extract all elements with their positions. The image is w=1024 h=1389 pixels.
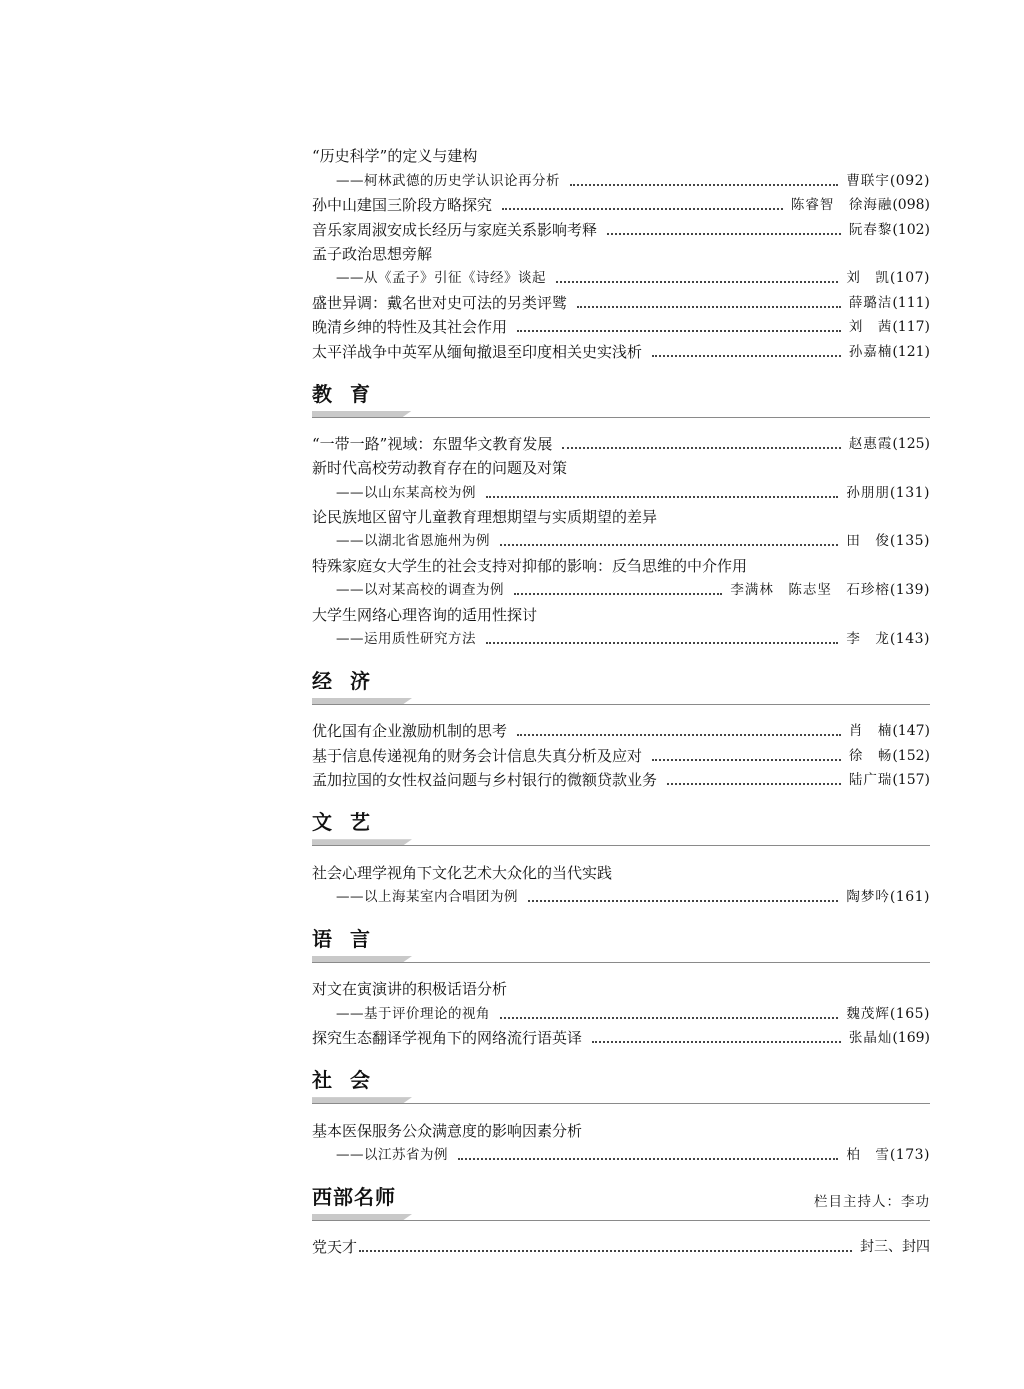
dot-leader xyxy=(517,329,841,332)
dot-leader xyxy=(667,782,841,785)
entry-title: 盛世异调：戴名世对史可法的另类评骘 xyxy=(312,293,568,312)
rule-line xyxy=(312,704,930,705)
toc-entry-subtitle-line xyxy=(312,882,930,906)
entry-author: 徐 畅 xyxy=(848,747,893,764)
rule-line xyxy=(312,962,930,963)
entry-subtitle: ——以对某高校的调查为例 xyxy=(336,582,504,599)
toc-section xyxy=(312,809,930,906)
toc-entry-title-line xyxy=(312,502,930,526)
section-host: 栏目主持人：李功 xyxy=(814,1193,930,1210)
section-rule xyxy=(312,956,930,966)
dot-leader xyxy=(652,758,841,761)
entry-author: 柏 雪 xyxy=(846,1146,890,1163)
toc-entry-title-line xyxy=(312,214,930,238)
entry-page: (092) xyxy=(889,172,930,189)
section-title-text: 社会 xyxy=(312,1068,388,1093)
toc-entry-title-line xyxy=(312,312,930,336)
toc-entry-title-line xyxy=(312,1232,930,1256)
toc-entry-subtitle-line xyxy=(312,263,930,287)
entry-author: 李满林 陈志坚 石珍榕 xyxy=(730,582,890,599)
section-rule xyxy=(312,1214,930,1224)
entry-page: (169) xyxy=(892,1030,930,1047)
toc-entry-subtitle-line xyxy=(312,477,930,501)
dot-leader xyxy=(359,1249,852,1252)
rule-line xyxy=(312,845,930,846)
top-entries xyxy=(312,141,930,361)
entry-title: 孟子政治思想旁解 xyxy=(312,244,433,263)
dot-leader xyxy=(517,733,841,736)
entry-page: (121) xyxy=(892,343,930,360)
toc-entry-subtitle-line xyxy=(312,624,930,648)
entry-author: 孙朋朋 xyxy=(846,484,890,501)
section-title-text: 教育 xyxy=(312,381,388,406)
toc-entry-title-line xyxy=(312,1023,930,1047)
entry-title: 社会心理学视角下文化艺术大众化的当代实践 xyxy=(312,863,613,882)
entry-author: 陆广瑞 xyxy=(848,772,893,789)
entry-author: 肖 楠 xyxy=(848,723,893,740)
entry-page: (107) xyxy=(889,270,930,287)
entry-author: 赵惠霞 xyxy=(848,435,893,452)
section-title xyxy=(312,926,930,952)
entry-page: (147) xyxy=(892,723,930,740)
toc-entry-title-line xyxy=(312,1115,930,1139)
entry-subtitle: ——以上海某室内合唱团为例 xyxy=(336,888,518,905)
toc-entry-title-line xyxy=(312,453,930,477)
dot-leader xyxy=(514,592,722,595)
dot-leader xyxy=(528,899,838,902)
toc-entry-title-line xyxy=(312,857,930,881)
entry-page: (102) xyxy=(892,221,930,238)
entry-subtitle: ——基于评价理论的视角 xyxy=(336,1005,490,1022)
dot-leader xyxy=(486,641,838,644)
table-of-contents xyxy=(312,141,930,1256)
entry-title: 孟加拉国的女性权益问题与乡村银行的微额贷款业务 xyxy=(312,771,658,790)
entry-author: 刘 茜 xyxy=(848,319,893,336)
entry-title: 优化国有企业激励机制的思考 xyxy=(312,722,508,741)
entry-title: 党天才 xyxy=(312,1238,358,1257)
entry-subtitle: ——以湖北省恩施州为例 xyxy=(336,533,490,550)
toc-entry-title-line xyxy=(312,716,930,740)
section-title xyxy=(312,1184,930,1210)
entry-page: (161) xyxy=(889,888,930,905)
toc-entry-title-line xyxy=(312,287,930,311)
section-header xyxy=(312,1184,930,1224)
entry-author: 薛璐洁 xyxy=(848,294,893,311)
entry-subtitle: ——运用质性研究方法 xyxy=(336,631,476,648)
section-title-text: 语言 xyxy=(312,926,388,951)
dot-leader xyxy=(486,495,838,498)
section-header xyxy=(312,809,930,849)
entry-title: 大学生网络心理咨询的适用性探讨 xyxy=(312,605,538,624)
section-title xyxy=(312,668,930,694)
section-title xyxy=(312,809,930,835)
toc-entry-subtitle-line xyxy=(312,998,930,1022)
entry-title: 音乐家周淑安成长经历与家庭关系影响考释 xyxy=(312,220,598,239)
entry-page: (173) xyxy=(889,1146,930,1163)
entry-author: 孙嘉楠 xyxy=(848,343,893,360)
entry-subtitle: ——以江苏省为例 xyxy=(336,1146,448,1163)
entry-title: 新时代高校劳动教育存在的问题及对策 xyxy=(312,459,568,478)
entry-title: 太平洋战争中英军从缅甸撤退至印度相关史实浅析 xyxy=(312,342,643,361)
entry-title: 对文在寅演讲的积极话语分析 xyxy=(312,980,508,999)
entry-title: “一带一路”视域：东盟华文教育发展 xyxy=(312,434,553,453)
entry-page: (139) xyxy=(889,582,930,599)
entry-title: “历史科学”的定义与建构 xyxy=(312,147,478,166)
toc-entry-title-line xyxy=(312,740,930,764)
section-title-text: 经济 xyxy=(312,669,388,694)
dot-leader xyxy=(500,1016,838,1019)
section-title-text: 文艺 xyxy=(312,810,388,835)
entry-page: (165) xyxy=(889,1005,930,1022)
entry-page: (131) xyxy=(889,484,930,501)
rule-line xyxy=(312,1103,930,1104)
rule-line xyxy=(312,1220,930,1221)
entry-page: (143) xyxy=(889,631,930,648)
entry-title: 晚清乡绅的特性及其社会作用 xyxy=(312,318,508,337)
toc-entry-title-line xyxy=(312,190,930,214)
toc-entry-title-line xyxy=(312,599,930,623)
toc-entry-title-line xyxy=(312,141,930,165)
toc-section xyxy=(312,926,930,1047)
entry-subtitle: ——从《孟子》引征《诗经》谈起 xyxy=(336,270,546,287)
dot-leader xyxy=(652,354,841,357)
dot-leader xyxy=(577,305,841,308)
toc-entry-title-line xyxy=(312,550,930,574)
dot-leader xyxy=(562,446,841,449)
rule-line xyxy=(312,417,930,418)
section-title xyxy=(312,1067,930,1093)
entry-title: 探究生态翻译学视角下的网络流行语英译 xyxy=(312,1029,583,1048)
toc-entry-subtitle-line xyxy=(312,575,930,599)
entry-title: 基本医保服务公众满意度的影响因素分析 xyxy=(312,1121,583,1140)
entry-author: 刘 凯 xyxy=(846,270,890,287)
entry-page: (117) xyxy=(892,319,930,336)
dot-leader xyxy=(458,1157,838,1160)
entry-title: 孙中山建国三阶段方略探究 xyxy=(312,196,493,215)
toc-entry-subtitle-line xyxy=(312,1140,930,1164)
toc-entry-subtitle-line xyxy=(312,165,930,189)
entry-author: 魏茂辉 xyxy=(846,1005,890,1022)
toc-section xyxy=(312,1067,930,1164)
section-rule xyxy=(312,839,930,849)
entry-page: (152) xyxy=(892,747,930,764)
section-rule xyxy=(312,1097,930,1107)
entry-subtitle: ——以山东某高校为例 xyxy=(336,484,476,501)
section-rule xyxy=(312,698,930,708)
dot-leader xyxy=(500,543,838,546)
dot-leader xyxy=(592,1040,841,1043)
section-title-text: 西部名师 xyxy=(312,1184,396,1209)
section-header xyxy=(312,926,930,966)
entry-author: 田 俊 xyxy=(846,533,890,550)
entry-page: (111) xyxy=(892,294,930,311)
section-rule xyxy=(312,411,930,421)
toc-section xyxy=(312,381,930,649)
toc-entry-title-line xyxy=(312,974,930,998)
entry-page: (125) xyxy=(892,435,930,452)
toc-entry-title-line xyxy=(312,239,930,263)
dot-leader xyxy=(556,280,838,283)
section-header xyxy=(312,1067,930,1107)
entry-title: 特殊家庭女大学生的社会支持对抑郁的影响：反刍思维的中介作用 xyxy=(312,556,748,575)
toc-section xyxy=(312,1184,930,1256)
entry-author: 陶梦吟 xyxy=(846,888,890,905)
entry-page: (098) xyxy=(892,197,930,214)
entry-author: 李 龙 xyxy=(846,631,890,648)
entry-title: 论民族地区留守儿童教育理想期望与实质期望的差异 xyxy=(312,508,658,527)
entry-page: (135) xyxy=(889,533,930,550)
dot-leader xyxy=(570,183,838,186)
toc-section xyxy=(312,668,930,789)
toc-entry-subtitle-line xyxy=(312,526,930,550)
entry-author: 阮春黎 xyxy=(848,221,893,238)
entry-page: (157) xyxy=(892,772,930,789)
dot-leader xyxy=(607,232,841,235)
section-title xyxy=(312,381,930,407)
entry-title: 基于信息传递视角的财务会计信息失真分析及应对 xyxy=(312,746,643,765)
entry-subtitle: ——柯林武德的历史学认识论再分析 xyxy=(336,172,560,189)
entry-author: 曹联宇 xyxy=(846,172,890,189)
entry-author: 张晶灿 xyxy=(848,1030,893,1047)
entry-author: 陈睿智 徐海融 xyxy=(790,197,893,214)
entry-page: 封三、封四 xyxy=(860,1239,930,1256)
section-header xyxy=(312,668,930,708)
toc-entry-title-line xyxy=(312,765,930,789)
toc-entry-title-line xyxy=(312,429,930,453)
section-header xyxy=(312,381,930,421)
toc-entry-title-line xyxy=(312,336,930,360)
dot-leader xyxy=(502,207,783,210)
